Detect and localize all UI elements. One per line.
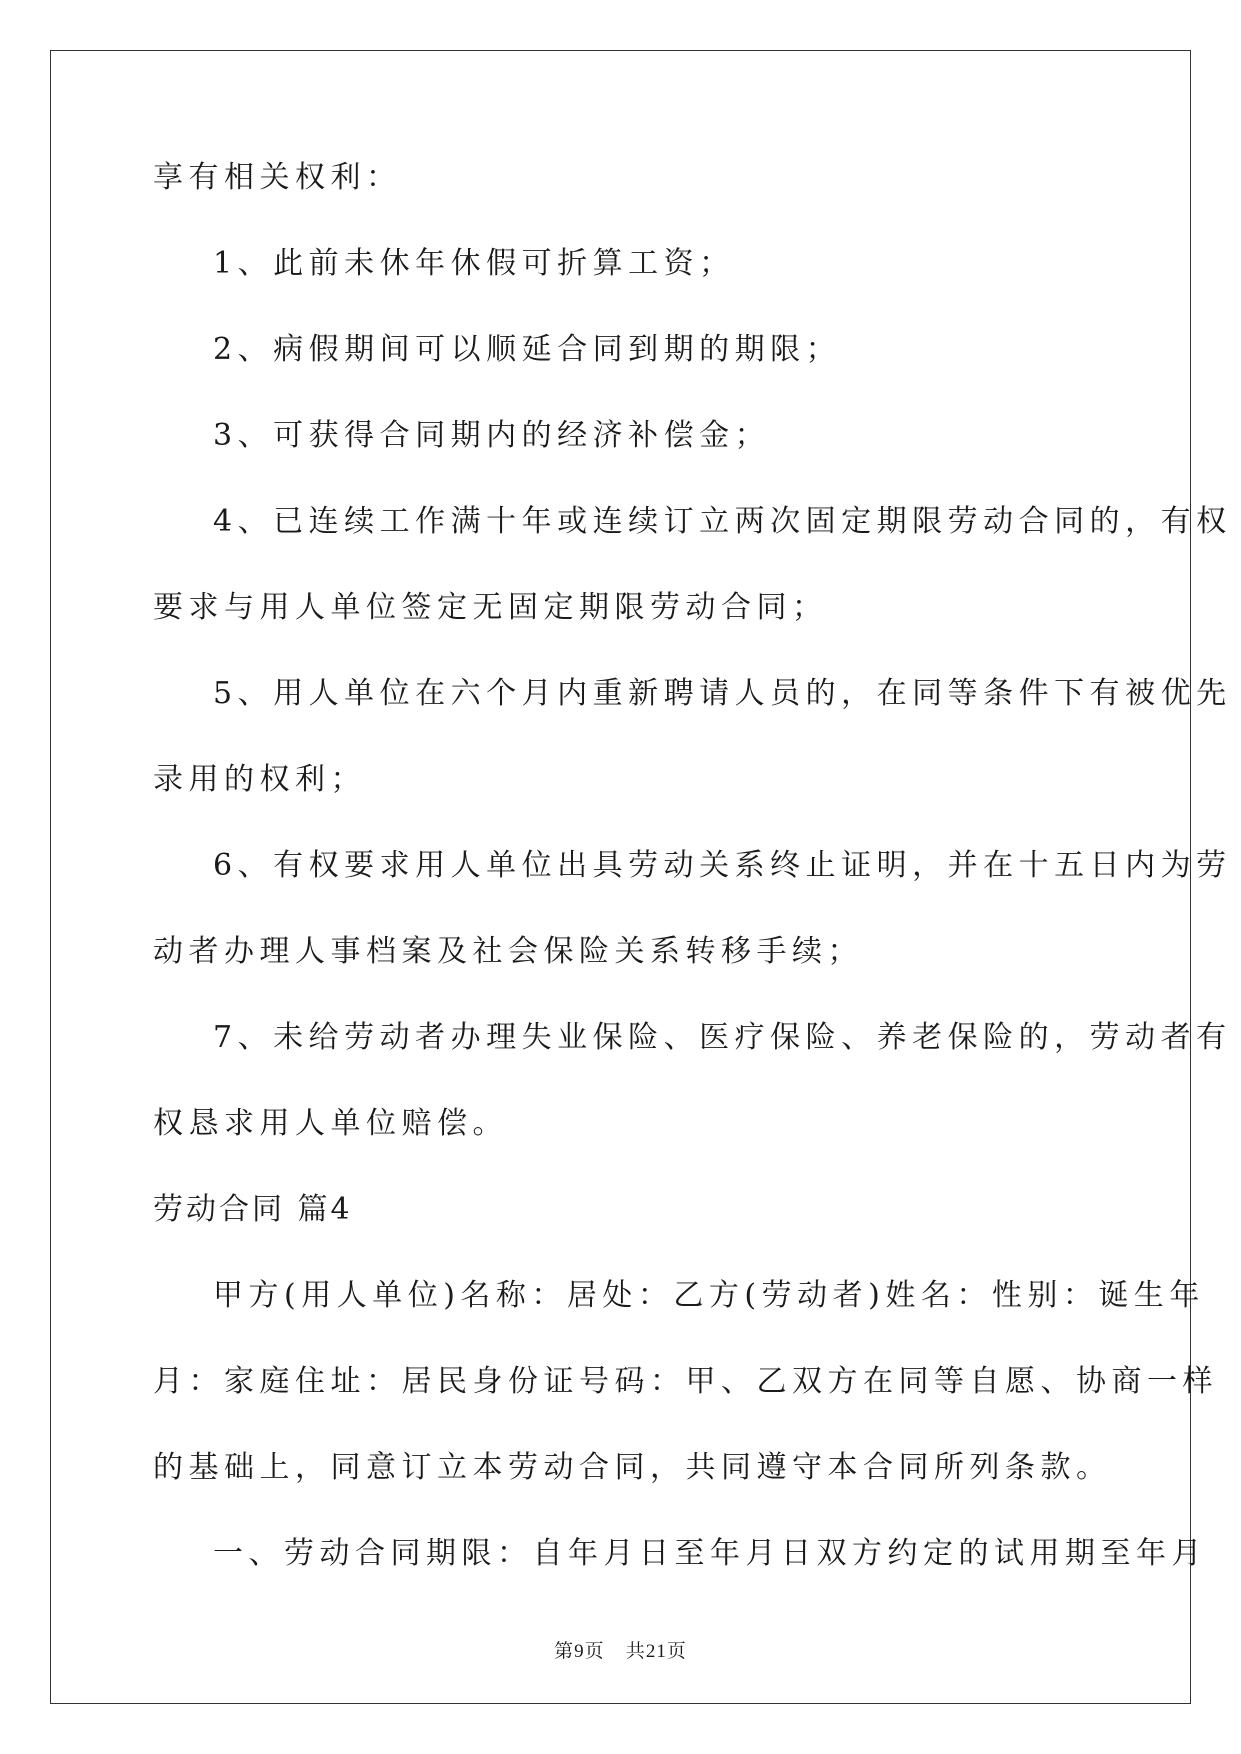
section-heading: 劳动合同 篇4	[153, 1192, 353, 1227]
paragraph-line: 4、已连续工作满十年或连续订立两次固定期限劳动合同的，有权	[213, 504, 1232, 539]
paragraph-line: 权恳求用人单位赔偿。	[153, 1106, 508, 1141]
paragraph-line: 动者办理人事档案及社会保险关系转移手续；	[153, 934, 863, 969]
paragraph-line: 的基础上，同意订立本劳动合同，共同遵守本合同所列条款。	[153, 1450, 1112, 1485]
paragraph-line: 要求与用人单位签定无固定期限劳动合同；	[153, 590, 828, 625]
paragraph-line: 甲方(用人单位)名称：居处：乙方(劳动者)姓名：性别：诞生年	[213, 1278, 1205, 1313]
paragraph-line: 5、用人单位在六个月内重新聘请人员的，在同等条件下有被优先	[213, 676, 1232, 711]
paragraph-line: 1、此前未休年休假可折算工资；	[213, 246, 735, 281]
footer-page-suffix: 页	[584, 1640, 605, 1662]
paragraph-line: 6、有权要求用人单位出具劳动关系终止证明，并在十五日内为劳	[213, 848, 1232, 883]
footer-prefix: 第	[554, 1640, 575, 1662]
paragraph-line: 7、未给劳动者办理失业保险、医疗保险、养老保险的，劳动者有	[213, 1020, 1232, 1055]
paragraph-line: 3、可获得合同期内的经济补偿金；	[213, 418, 771, 453]
paragraph-line: 月：家庭住址：居民身份证号码：甲、乙双方在同等自愿、协商一样	[153, 1364, 1218, 1399]
footer-total-suffix: 页	[666, 1640, 687, 1662]
page-footer	[0, 1636, 1241, 1663]
paragraph-line: 享有相关权利：	[153, 160, 402, 195]
paragraph-line: 2、病假期间可以顺延合同到期的期限；	[213, 332, 842, 367]
paragraph-line: 录用的权利；	[153, 762, 366, 797]
paragraph-line: 一、劳动合同期限：自年月日至年月日双方约定的试用期至年月	[213, 1536, 1207, 1571]
footer-total-prefix: 共	[625, 1640, 646, 1662]
document-body	[153, 160, 1232, 1622]
total-pages-number: 21	[645, 1641, 667, 1662]
current-page-number: 9	[574, 1641, 585, 1662]
